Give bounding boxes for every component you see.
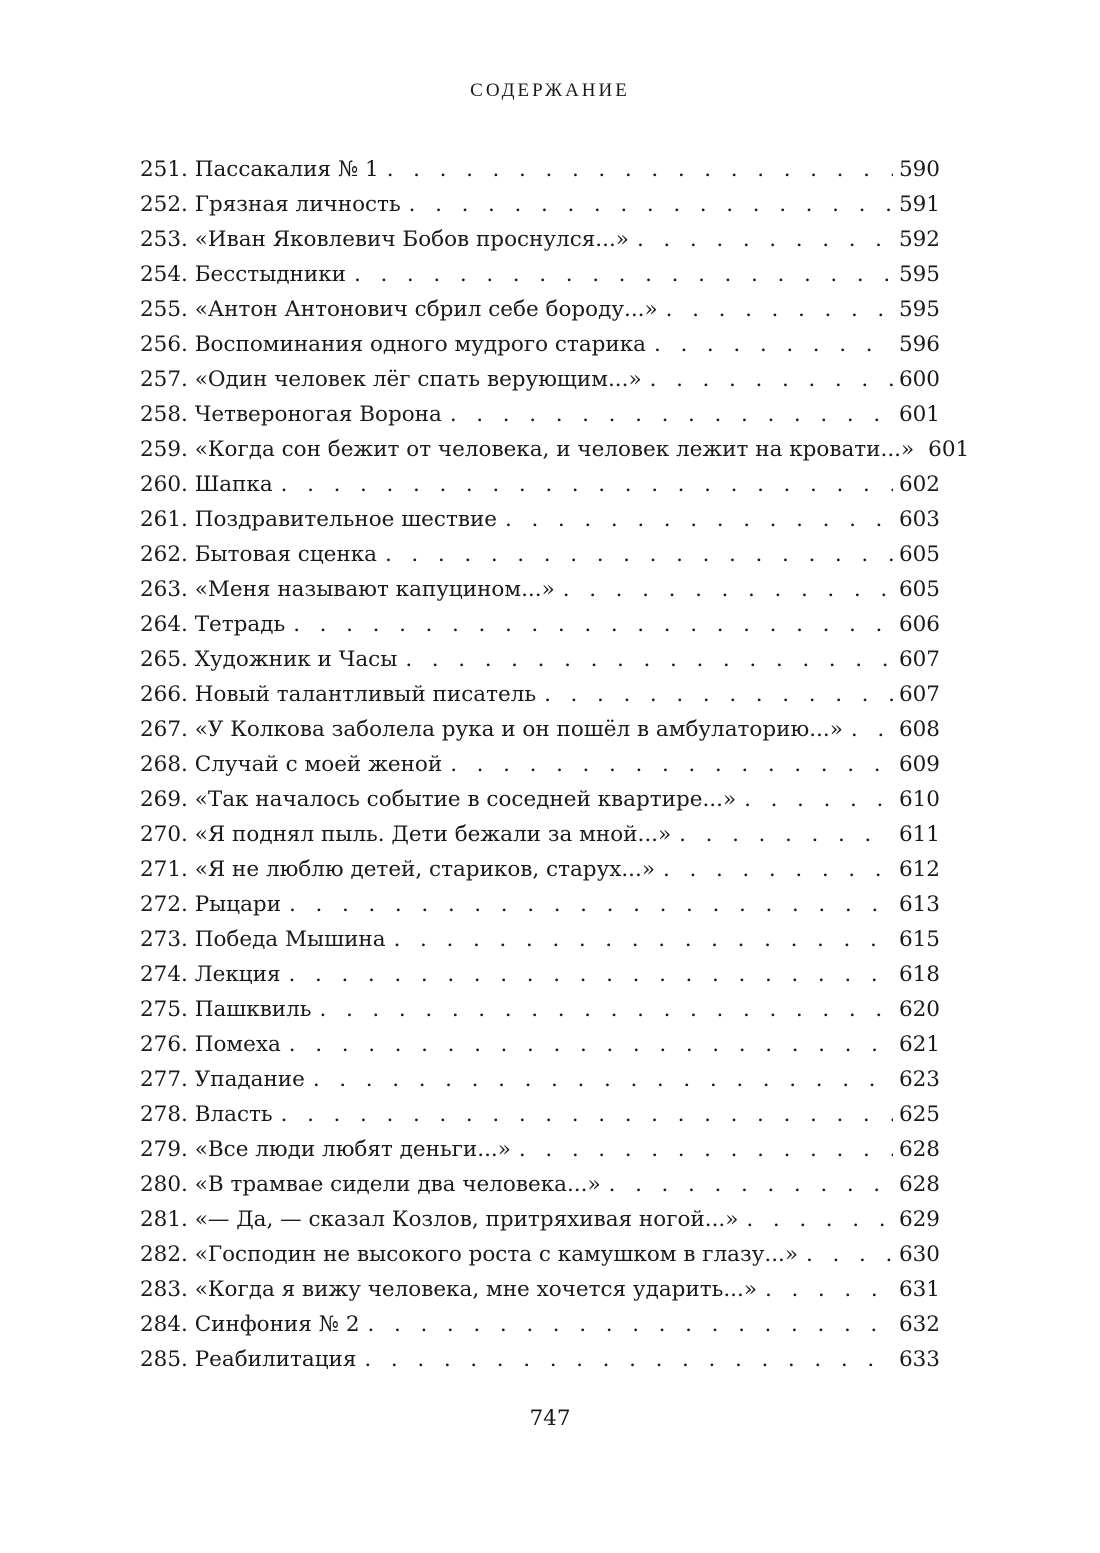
toc-entry-page: 612 <box>898 857 940 882</box>
toc-entry-title: 279. «Все люди любят деньги...» <box>140 1137 511 1162</box>
toc-entry-title: 256. Воспоминания одного мудрого старика <box>140 332 646 357</box>
toc-entry-page: 606 <box>898 612 940 637</box>
dot-leader <box>354 257 893 292</box>
dot-leader <box>450 397 893 432</box>
toc-entry <box>140 922 940 957</box>
dot-leader <box>806 1237 893 1272</box>
toc-entry <box>140 327 940 362</box>
dot-leader <box>289 887 893 922</box>
toc-entry-page: 596 <box>898 332 940 357</box>
toc-entry-title: 272. Рыцари <box>140 892 282 917</box>
dot-leader <box>746 1202 893 1237</box>
dot-leader <box>387 152 893 187</box>
dot-leader <box>293 607 893 642</box>
toc-entry <box>140 1202 940 1237</box>
dot-leader <box>385 537 893 572</box>
dot-leader <box>765 1272 893 1307</box>
dot-leader <box>281 467 893 502</box>
toc-entry-title: 266. Новый талантливый писатель <box>140 682 537 707</box>
toc-entry <box>140 502 940 537</box>
toc-entry <box>140 1342 940 1377</box>
toc-entry-page: 603 <box>898 507 940 532</box>
toc-entry-page: 608 <box>898 717 940 742</box>
toc-entry <box>140 432 970 467</box>
toc-entry <box>140 1272 940 1307</box>
toc-entry-page: 601 <box>928 437 970 462</box>
dot-leader <box>663 852 893 887</box>
toc-entry <box>140 642 940 677</box>
toc-entry-page: 628 <box>898 1137 940 1162</box>
toc-entry <box>140 1097 940 1132</box>
toc-entry-title: 261. Поздравительное шествие <box>140 507 497 532</box>
toc-entry-page: 613 <box>898 892 940 917</box>
table-of-contents <box>140 152 970 1377</box>
toc-entry-title: 273. Победа Мышина <box>140 927 386 952</box>
toc-entry <box>140 467 940 502</box>
toc-entry-title: 253. «Иван Яковлевич Бобов проснулся...» <box>140 227 629 252</box>
toc-entry <box>140 887 940 922</box>
dot-leader <box>313 1062 893 1097</box>
toc-entry-title: 264. Тетрадь <box>140 612 286 637</box>
toc-entry-title: 257. «Один человек лёг спать верующим...» <box>140 367 642 392</box>
toc-entry-title: 267. «У Колкова заболела рука и он пошёл в амбулаторию...» <box>140 717 843 742</box>
dot-leader <box>409 187 893 222</box>
toc-entry-page: 623 <box>898 1067 940 1092</box>
toc-entry-title: 270. «Я поднял пыль. Дети бежали за мной...» <box>140 822 672 847</box>
toc-entry-page: 592 <box>898 227 940 252</box>
toc-entry-title: 268. Случай с моей женой <box>140 752 443 777</box>
toc-entry-page: 632 <box>898 1312 940 1337</box>
toc-entry-title: 269. «Так началось событие в соседней квартире...» <box>140 787 737 812</box>
toc-entry <box>140 712 940 747</box>
toc-entry <box>140 747 940 782</box>
toc-entry-page: 607 <box>898 647 940 672</box>
toc-entry-page: 631 <box>898 1277 940 1302</box>
toc-entry-title: 278. Власть <box>140 1102 273 1127</box>
toc-entry-page: 625 <box>898 1102 940 1127</box>
dot-leader <box>450 747 893 782</box>
toc-entry-page: 590 <box>898 157 940 182</box>
toc-entry <box>140 572 940 607</box>
toc-entry-page: 601 <box>898 402 940 427</box>
toc-entry-title: 254. Бесстыдники <box>140 262 346 287</box>
toc-entry-title: 282. «Господин не высокого роста с камушком в глазу...» <box>140 1242 799 1267</box>
dot-leader <box>654 327 893 362</box>
toc-entry-title: 284. Синфония № 2 <box>140 1312 360 1337</box>
toc-entry-title: 274. Лекция <box>140 962 281 987</box>
toc-entry-title: 252. Грязная личность <box>140 192 401 217</box>
toc-entry-title: 259. «Когда сон бежит от человека, и человек лежит на кровати...» <box>140 437 915 462</box>
toc-entry-page: 618 <box>898 962 940 987</box>
toc-entry-page: 610 <box>898 787 940 812</box>
toc-entry <box>140 1132 940 1167</box>
toc-entry-page: 605 <box>898 542 940 567</box>
page-number: 747 <box>529 1406 571 1431</box>
toc-entry-title: 275. Пашквиль <box>140 997 312 1022</box>
toc-entry-title: 263. «Меня называют капуцином...» <box>140 577 555 602</box>
dot-leader <box>505 502 893 537</box>
toc-entry-page: 630 <box>898 1242 940 1267</box>
toc-entry <box>140 257 940 292</box>
toc-entry <box>140 817 940 852</box>
dot-leader <box>320 992 893 1027</box>
toc-entry-page: 607 <box>898 682 940 707</box>
toc-entry-title: 276. Помеха <box>140 1032 281 1057</box>
dot-leader <box>650 362 893 397</box>
toc-entry-title: 283. «Когда я вижу человека, мне хочется ударить...» <box>140 1277 757 1302</box>
toc-entry <box>140 292 940 327</box>
toc-entry-title: 280. «В трамвае сидели два человека...» <box>140 1172 601 1197</box>
toc-entry <box>140 782 940 817</box>
dot-leader <box>405 642 893 677</box>
toc-entry <box>140 187 940 222</box>
toc-entry <box>140 957 940 992</box>
dot-leader <box>368 1307 893 1342</box>
dot-leader <box>563 572 893 607</box>
toc-entry <box>140 362 940 397</box>
running-head: СОДЕРЖАНИЕ <box>470 80 630 101</box>
toc-entry-page: 629 <box>898 1207 940 1232</box>
toc-entry-title: 265. Художник и Часы <box>140 647 398 672</box>
dot-leader <box>289 957 893 992</box>
toc-entry-page: 602 <box>898 472 940 497</box>
dot-leader <box>851 712 893 747</box>
toc-entry-page: 595 <box>898 262 940 287</box>
toc-entry-title: 258. Четвероногая Ворона <box>140 402 442 427</box>
toc-entry-page: 605 <box>898 577 940 602</box>
toc-entry-page: 611 <box>898 822 940 847</box>
dot-leader <box>519 1132 893 1167</box>
toc-entry <box>140 222 940 257</box>
toc-entry-title: 285. Реабилитация <box>140 1347 357 1372</box>
toc-entry-title: 255. «Антон Антонович сбрил себе бороду...» <box>140 297 658 322</box>
dot-leader <box>394 922 893 957</box>
toc-entry <box>140 1062 940 1097</box>
toc-entry-page: 620 <box>898 997 940 1022</box>
dot-leader <box>289 1027 893 1062</box>
dot-leader <box>637 222 893 257</box>
toc-entry-page: 615 <box>898 927 940 952</box>
toc-entry <box>140 677 940 712</box>
toc-entry <box>140 152 940 187</box>
toc-entry-page: 595 <box>898 297 940 322</box>
toc-entry-title: 262. Бытовая сценка <box>140 542 377 567</box>
toc-entry <box>140 397 940 432</box>
toc-entry <box>140 537 940 572</box>
toc-entry-page: 600 <box>898 367 940 392</box>
toc-entry-title: 251. Пассакалия № 1 <box>140 157 379 182</box>
toc-entry <box>140 1167 940 1202</box>
toc-entry-page: 621 <box>898 1032 940 1057</box>
toc-entry <box>140 852 940 887</box>
dot-leader <box>544 677 893 712</box>
toc-entry-title: 281. «— Да, — сказал Козлов, притряхивая ногой...» <box>140 1207 739 1232</box>
toc-entry-page: 628 <box>898 1172 940 1197</box>
dot-leader <box>744 782 893 817</box>
toc-entry <box>140 1027 940 1062</box>
toc-entry-title: 271. «Я не люблю детей, стариков, старух...» <box>140 857 656 882</box>
toc-entry-page: 633 <box>898 1347 940 1372</box>
dot-leader <box>679 817 893 852</box>
toc-entry <box>140 607 940 642</box>
toc-entry-title: 260. Шапка <box>140 472 273 497</box>
toc-entry <box>140 992 940 1027</box>
toc-entry-title: 277. Упадание <box>140 1067 305 1092</box>
dot-leader <box>666 292 893 327</box>
dot-leader <box>281 1097 893 1132</box>
toc-entry <box>140 1237 940 1272</box>
dot-leader <box>364 1342 893 1377</box>
toc-entry-page: 591 <box>898 192 940 217</box>
toc-entry <box>140 1307 940 1342</box>
dot-leader <box>609 1167 893 1202</box>
toc-entry-page: 609 <box>898 752 940 777</box>
